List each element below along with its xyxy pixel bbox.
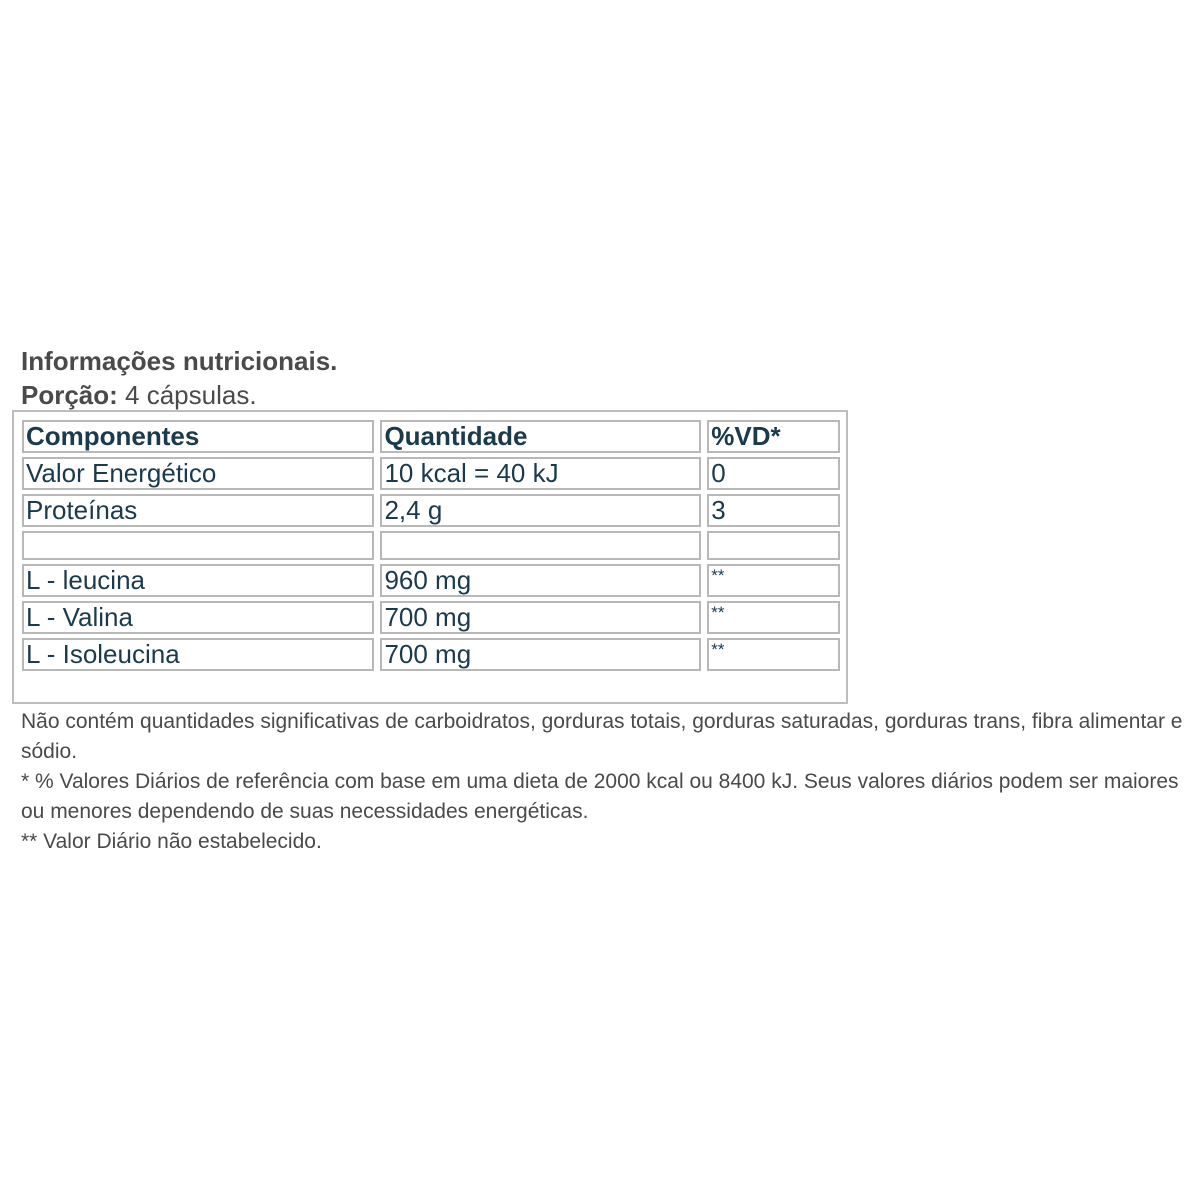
- table-row: [22, 638, 840, 671]
- dv-cell: **: [707, 601, 840, 634]
- dv-cell: [707, 531, 840, 560]
- quantity-cell: 700 mg: [380, 601, 701, 634]
- component-cell: Proteínas: [22, 494, 374, 527]
- column-header-quantity: Quantidade: [380, 420, 701, 453]
- portion-line: [21, 378, 337, 412]
- column-header-components: Componentes: [22, 420, 374, 453]
- portion-value: 4 cápsulas.: [117, 380, 257, 410]
- dv-cell: 0: [707, 457, 840, 490]
- table-row: [22, 494, 840, 527]
- component-cell: L - Isoleucina: [22, 638, 374, 671]
- footnote-not-established: ** Valor Diário não estabelecido.: [21, 830, 322, 853]
- quantity-cell: 10 kcal = 40 kJ: [380, 457, 701, 490]
- quantity-cell: 960 mg: [380, 564, 701, 597]
- component-cell: L - leucina: [22, 564, 374, 597]
- page-title: Informações nutricionais.: [21, 346, 338, 376]
- component-cell: L - Valina: [22, 601, 374, 634]
- quantity-cell: 700 mg: [380, 638, 701, 671]
- column-header-dv: %VD*: [707, 420, 840, 453]
- footnote-not-significant: Não contém quantidades significativas de carboidratos, gorduras totais, gorduras saturadas, gorduras trans, fibra alimentar e sódio.: [21, 710, 1183, 763]
- table-row: [22, 601, 840, 634]
- quantity-cell: [380, 531, 701, 560]
- table-row: [22, 457, 840, 490]
- nutrition-table-frame: [12, 410, 848, 704]
- footnotes: [21, 707, 1193, 857]
- quantity-cell: 2,4 g: [380, 494, 701, 527]
- component-cell: Valor Energético: [22, 457, 374, 490]
- nutrition-table: [16, 416, 846, 675]
- table-row: [22, 531, 840, 560]
- component-cell: [22, 531, 374, 560]
- nutrition-header: [21, 344, 337, 412]
- table-header-row: [22, 420, 840, 453]
- portion-label: Porção:: [21, 380, 118, 410]
- dv-cell: **: [707, 638, 840, 671]
- table-row: [22, 564, 840, 597]
- footnote-daily-values: * % Valores Diários de referência com base em uma dieta de 2000 kcal ou 8400 kJ. Seus valores diários podem ser maiores ou menores dependendo de suas necessidades energéticas.: [21, 770, 1179, 823]
- dv-cell: 3: [707, 494, 840, 527]
- dv-cell: **: [707, 564, 840, 597]
